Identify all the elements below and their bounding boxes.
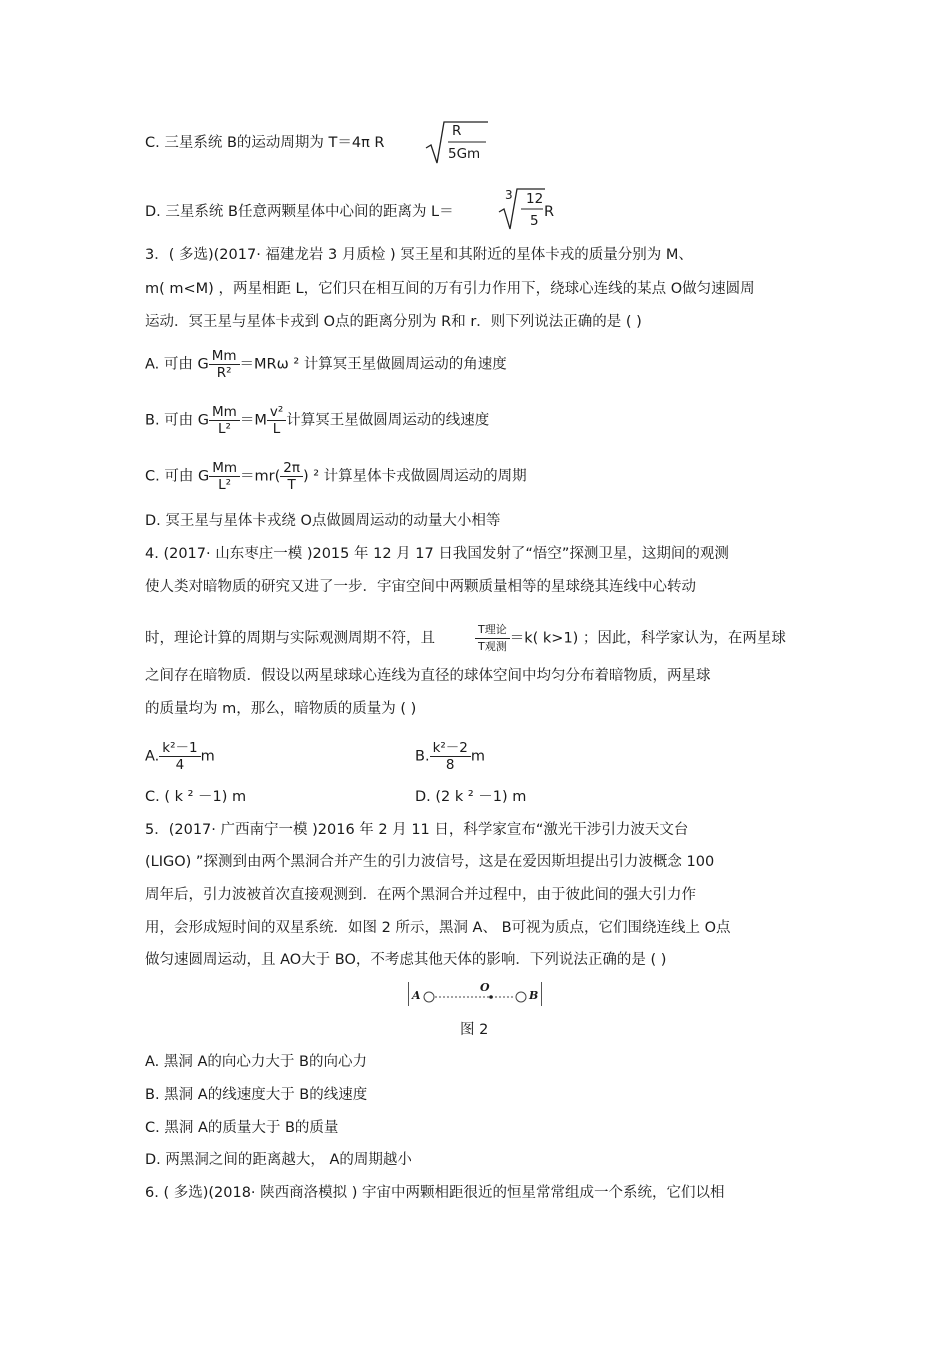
- q3-c-num: Mm: [209, 460, 240, 477]
- q4-line3-suffix: ＝k( k>1) ；因此，科学家认为，在两星球: [509, 630, 786, 647]
- q3-a-fraction: [209, 348, 240, 381]
- q2-c-denominator: 5Gm: [448, 146, 481, 162]
- q3-option-a: [145, 348, 507, 381]
- figure-label-b: B: [529, 989, 539, 1002]
- q5-option-c: C. 黑洞 A的质量大于 B的质量: [145, 1120, 339, 1136]
- q4-b-den: 8: [445, 757, 455, 773]
- q3-b-num: Mm: [209, 404, 240, 421]
- q2-d-denominator: 5: [530, 213, 539, 229]
- q4-stem-line-5: 的质量均为 m，那么，暗物质的质量为 ( ): [145, 701, 417, 717]
- q5-option-b: B. 黑洞 A的线速度大于 B的线速度: [145, 1087, 368, 1103]
- figure-label-o: O: [480, 981, 490, 994]
- q3-a-den: R²: [216, 365, 232, 381]
- q4-b-label: B.: [415, 748, 430, 765]
- q3-b-fraction: [209, 404, 240, 437]
- q3-stem-line-3: 运动．冥王星与星体卡戎到 O点的距离分别为 R和 r．则下列说法正确的是 ( ): [145, 314, 642, 330]
- q4-a-num: k²－1: [159, 740, 200, 757]
- q4-line3-prefix: 时，理论计算的周期与实际观测周期不符，且: [145, 630, 435, 647]
- q3-b-den2: L: [272, 421, 281, 437]
- q3-b-prefix: B. 可由 G: [145, 412, 210, 429]
- q2-c-numerator: R: [452, 123, 462, 139]
- q4-ratio-num: T理论: [475, 622, 510, 639]
- q4-b-num: k²－2: [430, 740, 471, 757]
- q4-option-b: [415, 740, 485, 773]
- q4-a-label: A.: [145, 748, 160, 765]
- q3-b-den: L²: [217, 421, 231, 437]
- q4-period-ratio: [475, 622, 510, 655]
- q3-b-num2: v²: [267, 404, 286, 421]
- q3-stem-line-1: 3．( 多选)(2017· 福建龙岩 3 月质检 ) 冥王星和其附近的星体卡戎的质量分别为 M、: [145, 247, 693, 263]
- figure-2-drawing: [409, 982, 541, 1006]
- q2-option-d-text: D. 三星系统 B任意两颗星体中心间的距离为 L＝: [145, 204, 454, 220]
- q4-stem-line-3: [145, 622, 786, 655]
- q2-option-c-text: C. 三星系统 B的运动周期为 T＝4π R: [145, 135, 385, 151]
- q3-a-num: Mm: [209, 348, 240, 365]
- q3-c-den2: T: [287, 477, 296, 493]
- q3-c-prefix: C. 可由 G: [145, 468, 210, 485]
- q3-a-suffix: ＝MRω ² 计算冥王星做圆周运动的角速度: [239, 356, 507, 373]
- q3-b-mid: ＝M: [239, 412, 267, 429]
- q3-c-fraction-2: [280, 460, 303, 493]
- q3-option-d: D. 冥王星与星体卡戎绕 O点做圆周运动的动量大小相等: [145, 513, 501, 529]
- q4-stem-line-1: 4. (2017· 山东枣庄一模 )2015 年 12 月 17 日我国发射了“悟空”探测卫星，这期间的观测: [145, 546, 729, 562]
- figure-label-a: A: [412, 989, 421, 1002]
- q5-stem-line-2: (LIGO) ”探测到由两个黑洞合并产生的引力波信号，这是在爱因斯坦提出引力波概念 100: [145, 854, 715, 870]
- q4-option-d: D. (2 k ² －1) m: [415, 789, 527, 805]
- q5-stem-line-1: 5．(2017· 广西南宁一模 )2016 年 2 月 11 日，科学家宣布“激光干涉引力波天文台: [145, 822, 689, 838]
- q3-c-den: L²: [218, 477, 232, 493]
- q2-d-suffix: R: [544, 204, 555, 220]
- q3-b-fraction-2: [267, 404, 286, 437]
- q2-option-d: [145, 203, 454, 221]
- q3-option-b: [145, 404, 489, 437]
- q2-d-numerator: 12: [526, 191, 544, 207]
- q4-option-c: C. ( k ² －1) m: [145, 789, 247, 805]
- q2-option-c: [145, 134, 385, 152]
- q5-option-a: A. 黑洞 A的向心力大于 B的向心力: [145, 1054, 367, 1070]
- q4-a-den: 4: [175, 757, 185, 773]
- q2-d-root-index: 3: [505, 188, 513, 202]
- q3-c-num2: 2π: [280, 460, 303, 477]
- q3-c-mid: ＝mr(: [240, 468, 281, 485]
- q3-option-c: [145, 460, 527, 493]
- q5-stem-line-3: 周年后，引力波被首次直接观测到．在两个黑洞合并过程中，由于彼此间的强大引力作: [145, 887, 696, 903]
- q5-option-d: D. 两黑洞之间的距离越大， A的周期越小: [145, 1152, 412, 1168]
- q4-b-suffix: m: [470, 748, 486, 765]
- q5-stem-line-4: 用，会形成短时间的双星系统．如图 2 所示，黑洞 A、 B可视为质点，它们围绕连线上 O点: [145, 920, 731, 936]
- q4-ratio-den: T观测: [478, 640, 507, 653]
- q4-a-fraction: [159, 740, 200, 773]
- q5-stem-line-5: 做匀速圆周运动，且 AO大于 BO，不考虑其他天体的影响．下列说法正确的是 ( ): [145, 952, 667, 968]
- q6-stem-line-1: 6. ( 多选)(2018· 陕西商洛模拟 ) 宇宙中两颗相距很近的恒星常常组成一个系统，它们以相: [145, 1185, 725, 1201]
- q3-b-suffix: 计算冥王星做圆周运动的线速度: [286, 412, 490, 429]
- q4-option-a: [145, 740, 215, 773]
- figure-2-binary-black-holes: [408, 982, 542, 1006]
- figure-caption: 图 2: [460, 1022, 489, 1038]
- q4-stem-line-2: 使人类对暗物质的研究又进了一步．宇宙空间中两颗质量相等的星球绕其连线中心转动: [145, 579, 696, 595]
- q3-a-prefix: A. 可由 G: [145, 356, 209, 373]
- q3-stem-line-2: m( m<M) ，两星相距 L，它们只在相互间的万有引力作用下，绕球心连线的某点 O做匀速圆周: [145, 281, 755, 297]
- q4-b-fraction: [430, 740, 471, 773]
- q4-stem-line-4: 之间存在暗物质．假设以两星球球心连线为直径的球体空间中均匀分布着暗物质，两星球: [145, 668, 711, 684]
- q3-c-suffix: ) ² 计算星体卡戎做圆周运动的周期: [302, 468, 527, 485]
- q4-a-suffix: m: [200, 748, 215, 765]
- q3-c-fraction: [209, 460, 240, 493]
